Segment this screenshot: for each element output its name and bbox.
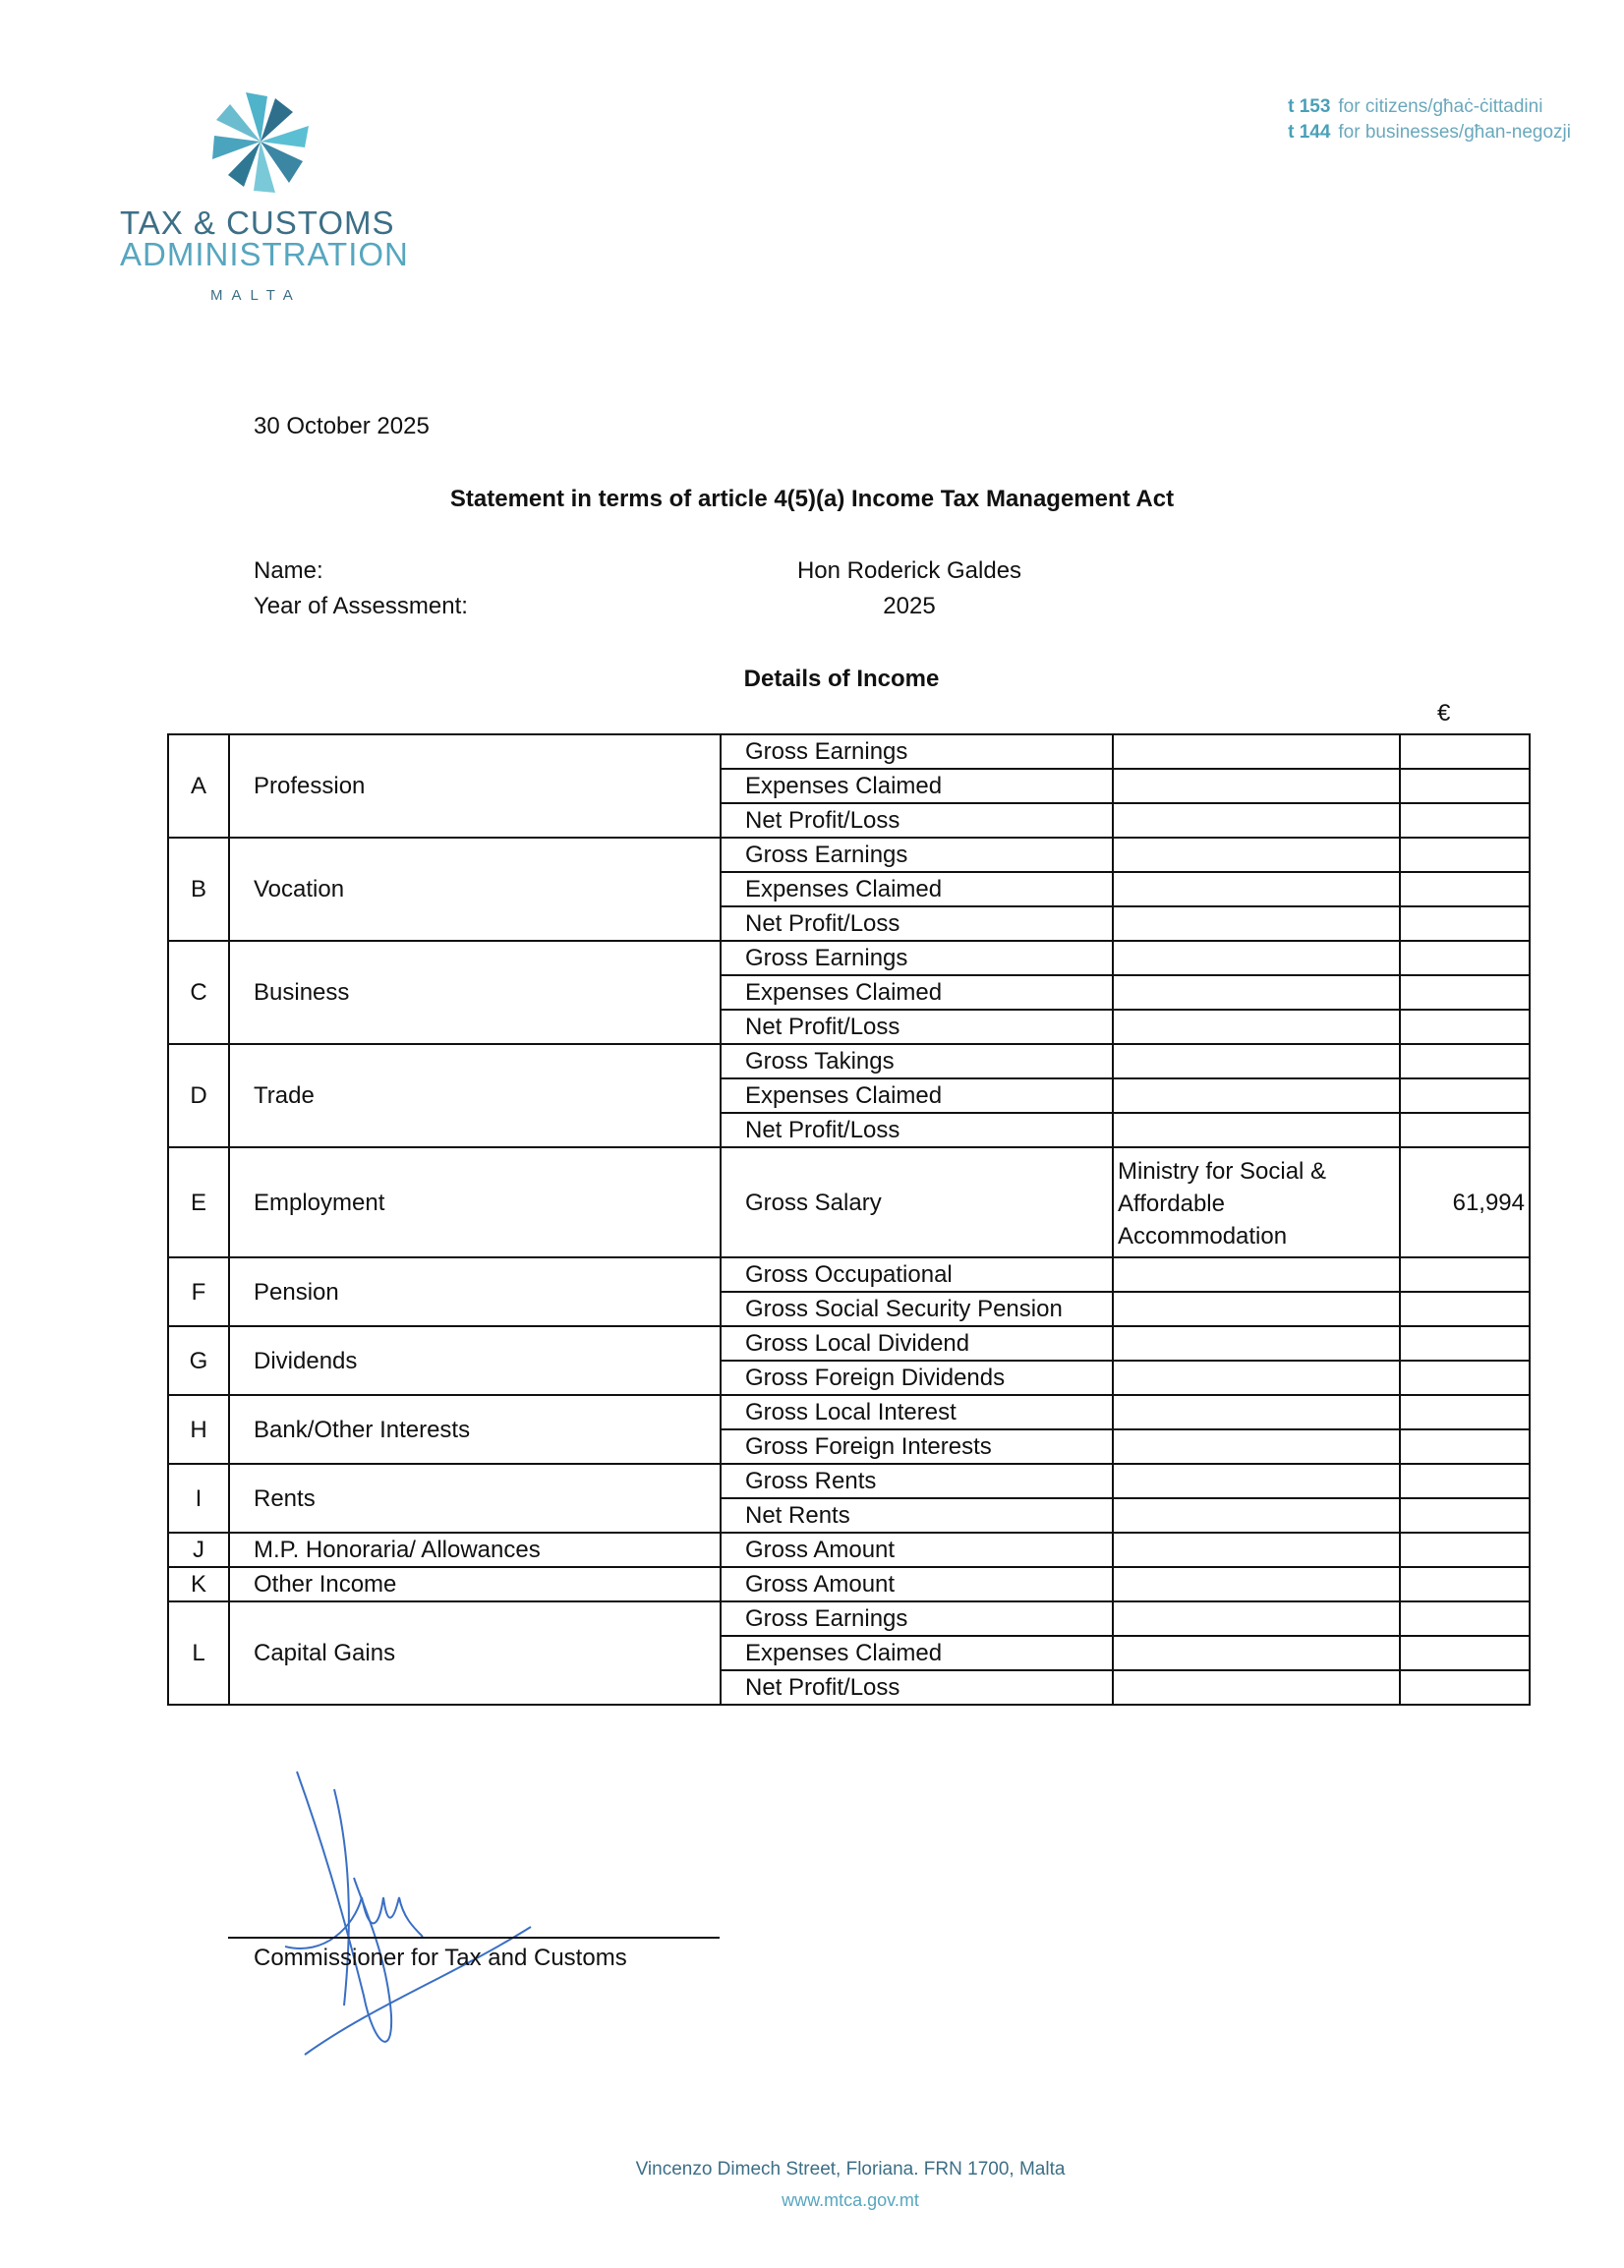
logo-text-line1: TAX & CUSTOMS (120, 204, 395, 241)
income-amount (1400, 1044, 1530, 1078)
name-value: Hon Roderick Galdes (796, 557, 1022, 584)
income-item: Net Profit/Loss (721, 1113, 1113, 1147)
income-source (1113, 1395, 1400, 1429)
income-source (1113, 1044, 1400, 1078)
income-item: Gross Earnings (721, 941, 1113, 975)
income-category: Other Income (229, 1567, 721, 1601)
income-category: Employment (229, 1147, 721, 1257)
income-source (1113, 1567, 1400, 1601)
income-letter: A (168, 734, 229, 838)
table-row (168, 1147, 1530, 1257)
signature (285, 1760, 560, 2074)
income-letter: J (168, 1533, 229, 1567)
income-source (1113, 1636, 1400, 1670)
contact-businesses (1288, 120, 1571, 145)
income-source (1113, 941, 1400, 975)
income-amount (1400, 1464, 1530, 1498)
income-source (1113, 1147, 1400, 1257)
document-title: Statement in terms of article 4(5)(a) Income Tax Management Act (449, 486, 1175, 512)
income-amount (1400, 1601, 1530, 1636)
footer-website[interactable]: www.mtca.gov.mt (782, 2190, 919, 2210)
income-item: Gross Salary (721, 1147, 1113, 1257)
income-item: Gross Local Interest (721, 1395, 1113, 1429)
income-category: Vocation (229, 838, 721, 941)
income-amount (1400, 1670, 1530, 1705)
income-item: Gross Foreign Interests (721, 1429, 1113, 1464)
income-letter: L (168, 1601, 229, 1705)
income-amount (1400, 1078, 1530, 1113)
table-row (168, 1533, 1530, 1567)
logo-text-line2: ADMINISTRATION (120, 236, 409, 272)
income-source (1113, 1533, 1400, 1567)
table-row (168, 1326, 1530, 1361)
income-letter: G (168, 1326, 229, 1395)
income-amount (1400, 975, 1530, 1010)
income-category: Trade (229, 1044, 721, 1147)
income-source (1113, 1498, 1400, 1533)
contact-text: for businesses/għan-negozji (1338, 122, 1571, 143)
income-letter: F (168, 1257, 229, 1326)
signature-caption: Commissioner for Tax and Customs (254, 1945, 627, 1971)
income-item: Gross Takings (721, 1044, 1113, 1078)
income-item: Net Profit/Loss (721, 1670, 1113, 1705)
table-row (168, 1567, 1530, 1601)
table-row (168, 1601, 1530, 1636)
income-source (1113, 838, 1400, 872)
maltese-cross-icon (206, 90, 315, 199)
income-item: Gross Earnings (721, 1601, 1113, 1636)
income-amount (1400, 803, 1530, 838)
income-amount (1400, 906, 1530, 941)
income-amount (1400, 838, 1530, 872)
income-category: Dividends (229, 1326, 721, 1395)
income-amount: 61,994 (1400, 1147, 1530, 1257)
income-amount (1400, 1429, 1530, 1464)
income-category: Bank/Other Interests (229, 1395, 721, 1464)
income-source (1113, 1429, 1400, 1464)
contact-text: for citizens/għaċ-ċittadini (1338, 96, 1543, 117)
income-category: Business (229, 941, 721, 1044)
income-amount (1400, 1567, 1530, 1601)
table-row (168, 1044, 1530, 1078)
income-letter: B (168, 838, 229, 941)
contact-number: t 153 (1288, 96, 1331, 117)
year-label: Year of Assessment: (254, 593, 468, 619)
income-table (167, 733, 1531, 1706)
contact-numbers (1288, 94, 1571, 145)
income-item: Expenses Claimed (721, 769, 1113, 803)
income-source-line: Ministry for Social & (1118, 1157, 1327, 1185)
income-item: Expenses Claimed (721, 975, 1113, 1010)
income-item: Net Profit/Loss (721, 803, 1113, 838)
income-amount (1400, 1361, 1530, 1395)
currency-symbol: € (1437, 700, 1451, 727)
income-item: Net Rents (721, 1498, 1113, 1533)
income-category: Capital Gains (229, 1601, 721, 1705)
table-row (168, 1257, 1530, 1292)
income-item: Gross Earnings (721, 838, 1113, 872)
income-letter: D (168, 1044, 229, 1147)
table-row (168, 838, 1530, 872)
income-amount (1400, 1395, 1530, 1429)
income-letter: C (168, 941, 229, 1044)
income-source-line: Accommodation (1118, 1222, 1288, 1250)
footer-address: Vincenzo Dimech Street, Floriana. FRN 1700, Malta (635, 2159, 1066, 2180)
year-value: 2025 (883, 593, 936, 619)
income-source (1113, 1292, 1400, 1326)
table-row (168, 941, 1530, 975)
income-amount (1400, 872, 1530, 906)
income-letter: I (168, 1464, 229, 1533)
income-item: Gross Amount (721, 1567, 1113, 1601)
name-label: Name: (254, 557, 323, 584)
income-amount (1400, 1498, 1530, 1533)
income-source (1113, 1113, 1400, 1147)
income-amount (1400, 1326, 1530, 1361)
income-source (1113, 1326, 1400, 1361)
income-category: Profession (229, 734, 721, 838)
tcam-logo (120, 90, 415, 317)
income-source (1113, 1670, 1400, 1705)
income-amount (1400, 734, 1530, 769)
income-item: Net Profit/Loss (721, 1010, 1113, 1044)
income-source (1113, 1464, 1400, 1498)
income-source (1113, 872, 1400, 906)
income-item: Gross Foreign Dividends (721, 1361, 1113, 1395)
table-row (168, 1395, 1530, 1429)
income-item: Expenses Claimed (721, 1636, 1113, 1670)
income-source (1113, 1078, 1400, 1113)
section-subtitle: Details of Income (743, 666, 940, 692)
income-amount (1400, 1257, 1530, 1292)
income-category: Rents (229, 1464, 721, 1533)
income-item: Gross Earnings (721, 734, 1113, 769)
income-item: Net Profit/Loss (721, 906, 1113, 941)
income-amount (1400, 1113, 1530, 1147)
income-amount (1400, 1010, 1530, 1044)
table-row (168, 734, 1530, 769)
income-source (1113, 1601, 1400, 1636)
contact-number: t 144 (1288, 122, 1331, 143)
income-amount (1400, 769, 1530, 803)
income-item: Gross Amount (721, 1533, 1113, 1567)
income-amount (1400, 941, 1530, 975)
income-category: Pension (229, 1257, 721, 1326)
income-source (1113, 769, 1400, 803)
income-item: Gross Social Security Pension (721, 1292, 1113, 1326)
income-amount (1400, 1636, 1530, 1670)
income-letter: H (168, 1395, 229, 1464)
income-item: Expenses Claimed (721, 872, 1113, 906)
income-item: Gross Local Dividend (721, 1326, 1113, 1361)
income-letter: K (168, 1567, 229, 1601)
table-row (168, 1464, 1530, 1498)
logo-text-malta: MALTA (210, 287, 302, 304)
income-item: Gross Rents (721, 1464, 1113, 1498)
income-amount (1400, 1292, 1530, 1326)
income-letter: E (168, 1147, 229, 1257)
income-source (1113, 1361, 1400, 1395)
income-table-body (168, 734, 1530, 1705)
income-category: M.P. Honoraria/ Allowances (229, 1533, 721, 1567)
income-source (1113, 803, 1400, 838)
income-amount (1400, 1533, 1530, 1567)
document-date: 30 October 2025 (254, 413, 430, 439)
income-item: Gross Occupational (721, 1257, 1113, 1292)
income-source (1113, 734, 1400, 769)
income-source-line: Affordable (1118, 1190, 1225, 1217)
income-source (1113, 1257, 1400, 1292)
signature-line (228, 1937, 720, 1939)
income-source (1113, 1010, 1400, 1044)
income-item: Expenses Claimed (721, 1078, 1113, 1113)
contact-citizens (1288, 94, 1571, 120)
income-source (1113, 906, 1400, 941)
income-source (1113, 975, 1400, 1010)
